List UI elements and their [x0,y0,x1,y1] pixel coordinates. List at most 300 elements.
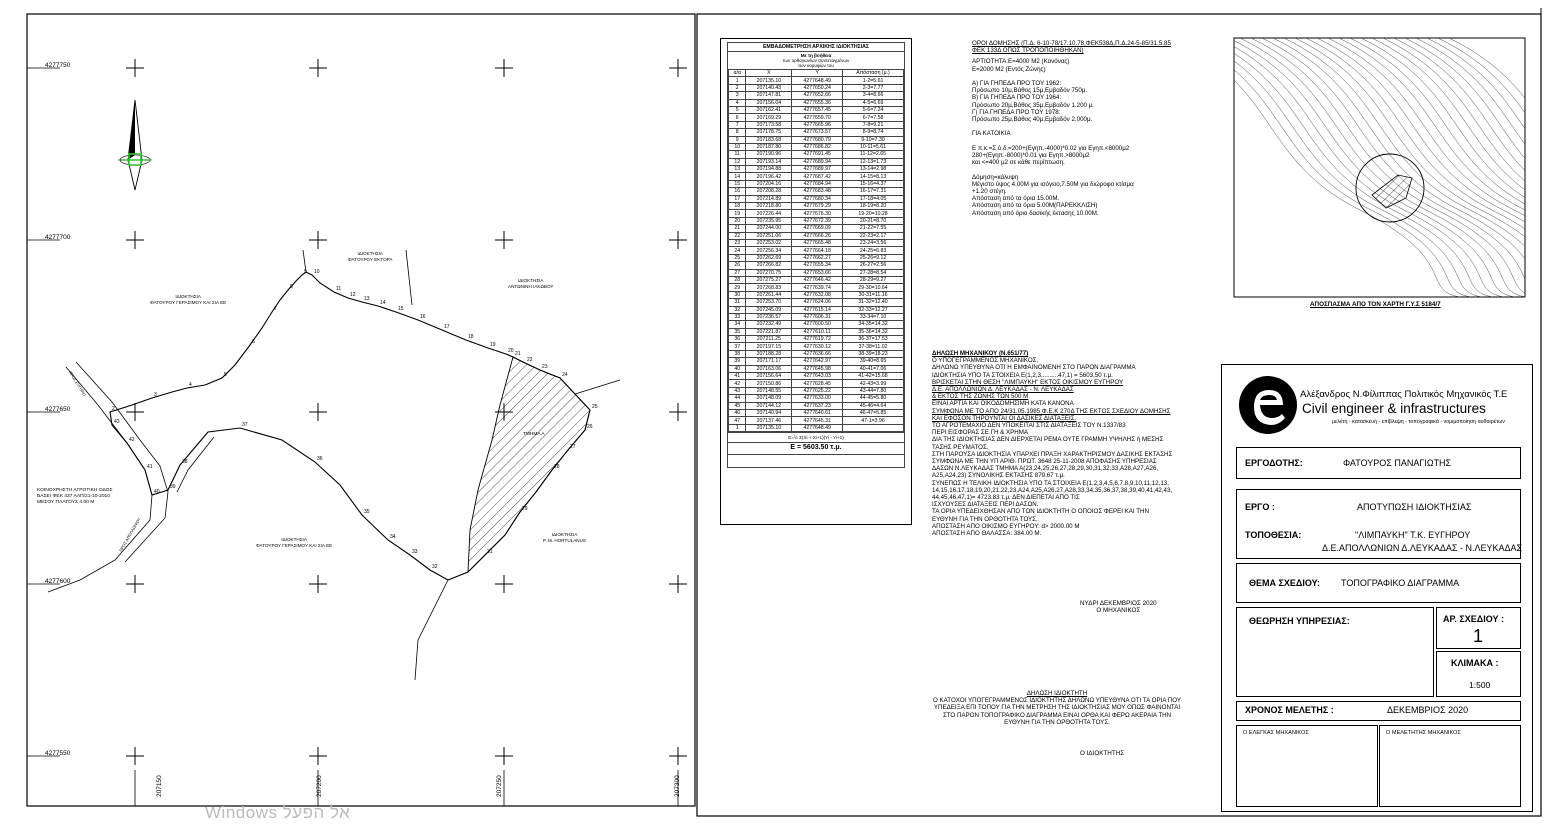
road-label: ΚΟΙΝΟΧΡΗΣΤΗ ΑΓΡΟΤΙΚΗ ΟΔΟΣ ΒΑΣΕΙ ΦΕΚ 437 ΑΑΠ/21-10-2010 ΜΕΣΟΥ ΠΛΑΤΟΥΣ 4.00 Μ [37,488,113,505]
coord-cell: 9 [729,136,746,143]
note-line: Μέγιστο ύψος 4.00Μ για ισόγειο,7.50Μ για διώροφο κτίσμα [972,180,1134,188]
note-line: ΣΤΟ ΠΑΡΟΝ ΤΟΠΟΓΡΑΦΙΚΟ ΔΙΑΓΡΑΜΜΑ ΕΙΝΑΙ ΟΡΘΑ ΚΑΙ ΦΕΡΩ ΑΚΕΡΑΙΑ ΤΗΝ [942,711,1172,719]
table-row [729,373,904,380]
coord-header-cell: Απόσταση (μ.) [843,70,904,77]
coord-cell: 5-6=7.24 [843,106,904,113]
coord-cell: 4277687.42 [792,173,843,180]
coord-cell: 35 [729,328,746,335]
area-formula: E=½ Σ(Xi + Xi+1)(Yi - Yi+1) [728,432,904,442]
grid-cross-icon [126,231,144,249]
grid-cross-icon [126,747,144,765]
coord-cell: 4 [729,99,746,106]
coord-cell: 30-31=11.16 [843,291,904,298]
scale-value: 1:500 [1469,680,1491,690]
coord-cell [843,424,904,431]
table-row [729,173,904,180]
neighbour-owner-label: ΙΔΙΟΚΤΗΣΙΑ Ρ. Μ. HORTULANUS [543,532,586,543]
grid-cross-icon [669,231,687,249]
northing-label: 4277600 [45,578,71,585]
drawing-number-label: ΑΡ. ΣΧΕΔΙΟΥ : [1443,614,1504,624]
vertex-number: 35 [364,509,370,515]
table-row [729,358,904,365]
note-line [972,138,1222,145]
table-row [729,306,904,313]
coord-cell: 4277657.45 [792,106,843,113]
coord-cell: 207148.09 [746,395,792,402]
coord-cell: 207156.04 [746,99,792,106]
table-row [729,247,904,254]
coord-cell: 4277615.14 [792,306,843,313]
coord-cell: 207208.28 [746,188,792,195]
building-terms [972,40,1222,217]
coord-cell: 43-44=7.80 [843,387,904,394]
grid-cross-icon [669,575,687,593]
vertex-number: 2 [112,406,115,412]
note-line: ΤΟ ΑΓΡΟΤΕΜΑΧΙΟ ΔΕΝ ΥΠΟΚΕΙΤΑΙ ΣΤΙΣ ΔΙΑΤΑΞΕΙΣ ΤΟΥ Ν.1337/83 [932,422,1126,430]
coord-cell: 4277664.18 [792,247,843,254]
vertex-number: 33 [412,549,418,555]
coord-cell: 3 [729,92,746,99]
drawing-number-value: 1 [1473,626,1484,646]
note-line: ΒΡΙΣΚΕΤΑΙ ΣΤΗΝ ΘΕΣΗ "ΛΙΜΠΑΥΚΗ" ΕΚΤΟΣ ΟΙΚΙΣΜΟΥ ΕΥΓΗΡΟΥ [932,378,1124,386]
coord-cell: 4277666.26 [792,232,843,239]
coord-cell: 4277640.61 [792,409,843,416]
coord-cell: 4277633.00 [792,395,843,402]
owner-signatory: Ο ΙΔΙΟΚΤΗΤΗΣ [1080,750,1125,757]
coord-cell: 4277653.66 [792,269,843,276]
coord-cell: 4277619.72 [792,336,843,343]
coord-cell: 207163.06 [746,365,792,372]
coord-cell: 207256.34 [746,247,792,254]
note-line: Β) ΓΙΑ ΓΗΠΕΔΑ ΠΡΟ ΤΟΥ 1964: [972,94,1062,102]
coord-cell: 4277648.49 [792,424,843,431]
coord-cell: 207187.80 [746,143,792,150]
table-row [729,343,904,350]
coord-cell: 26-27=2.56 [843,262,904,269]
owner-declaration-heading: ΔΗΛΩΣΗ ΙΔΙΟΚΤΗΤΗ [1026,690,1088,697]
table-row [729,203,904,210]
coord-cell: 14-15=8.13 [843,173,904,180]
coord-cell: 207266.82 [746,262,792,269]
coordinates-table [728,69,904,432]
northing-label: 4277750 [45,62,71,69]
location-value: "ΛΙΜΠΑΥΚΗ" Τ.Κ. ΕΥΓΗΡΟΥ [1355,530,1471,540]
coord-cell: 36 [729,336,746,343]
left-frame [27,14,695,806]
table-row [729,239,904,246]
coord-cell: 19 [729,210,746,217]
coord-cell: 38 [729,350,746,357]
grid-cross-icon [495,231,513,249]
north-arrow-icon [118,100,152,190]
coord-cell: 4277606.31 [792,313,843,320]
note-line: Δ.Ε. ΑΠΟΛΛΩΝΙΩΝ Δ. ΛΕΥΚΑΔΑΣ - Ν. ΛΕΥΚΑΔΑΣ [932,386,1074,394]
coord-cell: 4277645.98 [792,365,843,372]
coord-cell: 30 [729,291,746,298]
building-terms-heading: ΟΡΟΙ ΔΟΜΗΣΗΣ (Π.Δ. 6-10-78/17.10.78,ΦΕΚ538Δ,Π.Δ.24-5-85/31.5.85 [972,40,1171,47]
coord-cell: 4277655.36 [792,99,843,106]
scale-label: ΚΛΙΜΑΚΑ : [1451,658,1499,668]
coord-cell: 19-20=10.28 [843,210,904,217]
table-row [729,365,904,372]
coordinates-panel [720,38,912,525]
table-row [729,313,904,320]
table-row [729,158,904,165]
neighbour-lines [303,250,620,680]
coord-cell: 35-36=14.32 [843,328,904,335]
note-line: Απόσταση από τα όρια 5.00Μ(ΠΑΡΕΚΚΛΙΣΗ) [972,202,1098,210]
vertex-number: 27 [570,444,576,450]
table-row [729,336,904,343]
coord-cell: 207173.58 [746,121,792,128]
coord-cell: 4277645.31 [792,417,843,424]
coord-cell: 10 [729,143,746,150]
grid-cross-icon [126,575,144,593]
vertex-number: 39 [170,484,176,490]
note-line: ΙΔΙΟΚΤΗΣΙΑ ΥΠΟ ΤΑ ΣΤΟΙΧΕΙΑ Ε(1,2,3,.........47,1) = 5603.50 τ.μ. [932,371,1113,379]
coord-cell: 42-43=3.99 [843,380,904,387]
grid-cross-icon [495,747,513,765]
coord-cell: 4277691.45 [792,151,843,158]
subject-value: ΤΟΠΟΓΡΑΦΙΚΟ ΔΙΑΓΡΑΜΜΑ [1341,578,1460,588]
note-line: Ε π.κ.=Σ.ό.δ.=200+(Εγηπ.-4000)*0.02 για Εγηπ.<8000μ2 [972,144,1130,152]
note-line: ΕΥΘΥΝΗ ΓΙΑ ΤΗΝ ΟΡΘΟΤΗΤΑ ΤΟΥΣ. [932,515,1038,523]
table-row [729,225,904,232]
note-line [972,166,1222,173]
coord-cell: 4277639.74 [792,284,843,291]
coord-cell: 207244.00 [746,225,792,232]
table-row [729,424,904,431]
table-row [729,180,904,187]
note-line: +1.20 στέγη. [972,188,1007,196]
coord-cell: 4277632.08 [792,291,843,298]
coord-cell: 21 [729,225,746,232]
road-direction-label: ΠΡΟΣ ΕΥΓΗΡΟ [67,370,88,397]
coord-cell: 207137.46 [746,417,792,424]
coord-cell: 207236.57 [746,313,792,320]
coord-cell: 10-11=5.61 [843,143,904,150]
note-line: ΑΠΟΣΤΑΣΗ ΑΠΟ ΘΑΛΑΣΣΑ: 384.00 Μ. [932,530,1042,538]
table-row [729,291,904,298]
coord-cell: 15-16=4.37 [843,180,904,187]
note-line: ΓΙΑ ΚΑΤΟΙΚΙΑ [972,130,1011,138]
coord-cell: 4277680.34 [792,195,843,202]
coord-cell: 43 [729,387,746,394]
vertex-number: 22 [527,357,533,363]
coord-cell: 4277646.42 [792,276,843,283]
coord-cell: 4277684.94 [792,180,843,187]
coord-cell: 207262.69 [746,254,792,261]
vertex-number: 3 [154,392,157,398]
note-line: ΔΗΛΩΝΩ ΥΠΕΥΘΥΝΑ ΟΤΙ Η ΕΜΦΑΙΝΟΜΕΝΗ ΣΤΟ ΠΑΡΟΝ ΔΙΑΓΡΑΜΜΑ [932,364,1136,372]
coord-cell: 12-13=1.73 [843,158,904,165]
grid-ticks [27,68,678,806]
table-row [729,350,904,357]
table-row [729,143,904,150]
table-row [729,269,904,276]
coord-cell: 45 [729,402,746,409]
coord-cell: 45-46=4.64 [843,402,904,409]
grid-cross-icon [309,575,327,593]
coord-cell: 4277655.34 [792,262,843,269]
coord-cell: 1-2=5.61 [843,77,904,84]
coord-cell: 207226.44 [746,210,792,217]
coord-cell: 46-47=5.85 [843,409,904,416]
table-row [729,276,904,283]
drawing-number-box [1436,607,1521,649]
coord-cell: 4277679.29 [792,203,843,210]
coord-cell: 46 [729,409,746,416]
coord-cell: 31-32=12.40 [843,299,904,306]
agricultural-road [48,362,214,592]
grid-cross-icon [669,59,687,77]
note-line: Απόσταση από όριο δασικής έκτασης 10.00Μ. [972,209,1099,217]
table-row [729,84,904,91]
note-line: 14,15,16,17,18,19,20,21,22,23,A24,A25,A26,27,A28,33,34,35,36,37,38,39,40,41,42,43, [932,486,1173,494]
coord-cell: 21-22=7.55 [843,225,904,232]
table-row [729,136,904,143]
checker-signature-box [1236,725,1378,807]
coord-cell: 32-33=12.27 [843,306,904,313]
coord-cell: 207197.15 [746,343,792,350]
coord-cell: 13-14=2.98 [843,166,904,173]
study-time-value: ΔΕΚΕΜΒΡΙΟΣ 2020 [1387,705,1469,715]
company-logo-icon [1238,375,1298,435]
grid-cross-icon [495,59,513,77]
neighbour-owner-label: ΙΔΙΟΚΤΗΣΙΑ ΑΝΤΩΝΙΝΗ ΙΑΚΩΒΟΥ [508,278,554,289]
checker-label: Ο ΕΛΕΓΚΑΣ ΜΗΧΑΝΙΚΟΣ [1243,730,1309,736]
coord-cell: 28 [729,276,746,283]
note-line: Ο ΚΑΤΟΧΟΙ ΥΠΟΓΕΓΡΑΜΜΕΝΟΣ ΙΔΙΟΚΤΗΤΗΣ ΔΗΛΩΝΩ ΥΠΕΥΘΥΝΑ ΟΤΙ ΤΑ ΟΡΙΑ ΠΟΥ [932,697,1182,705]
table-row [729,321,904,328]
coord-cell: 207204.16 [746,180,792,187]
coord-cell: 41-42=15.68 [843,373,904,380]
vertex-number: 4 [189,382,192,388]
note-line: ΣΤΗ ΠΑΡΟΥΣΑ ΙΔΙΟΚΤΗΣΙΑ ΥΠΑΡΧΕΙ ΠΡΑΞΗ ΧΑΡΑΚΤΗΡΙΣΜΟΥ ΔΑΣΙΚΗΣ ΕΚΤΑΣΗΣ [932,450,1173,458]
vertex-number: 20 [508,348,514,354]
coord-cell: 207188.28 [746,350,792,357]
coord-cell: 44-45=5.80 [843,395,904,402]
coord-cell: 4277643.03 [792,373,843,380]
note-line: ΕΙΝΑΙ ΑΡΤΙΑ ΚΑΙ ΟΙΚΟΔΟΜΗΣΙΜΗ ΚΑΤΑ ΚΑΝΟΝΑ [932,400,1074,408]
table-row [729,210,904,217]
note-line: Α) ΓΙΑ ΓΗΠΕΔΑ ΠΡΟ ΤΟΥ 1962: [972,80,1062,88]
coord-cell: 4277686.82 [792,143,843,150]
table-row [729,106,904,113]
vertex-number: 21 [515,351,521,357]
coord-cell: 207235.95 [746,217,792,224]
vertex-number: 16 [420,314,426,320]
company-services: μελέτη - κατασκευή - επίβλεψη - τοπογραφικά - νομιμοποίηση αυθαιρέτων [1332,419,1505,425]
coord-cell: 207190.96 [746,151,792,158]
northing-label: 4277550 [45,750,71,757]
vertex-number: 29 [522,506,528,512]
coord-cell: 207135.10 [746,424,792,431]
note-line: 44,45,46,47,1)= 4723.83 τ.μ. ΔΕΝ ΔΙΕΠΕΤΑΙ ΑΠΟ ΤΙΣ [932,494,1080,502]
note-line: 280+(Εγηπ.-8000)*0.01 για Εγηπ.>8000μ2 [972,152,1090,160]
coord-cell: 24 [729,247,746,254]
table-row [729,402,904,409]
coord-cell: 4277669.09 [792,225,843,232]
table-row [729,395,904,402]
coord-cell: 207144.12 [746,402,792,409]
coord-cell: 15 [729,180,746,187]
note-line: ΣΥΝΕΠΩΣ Η ΤΕΛΙΚΗ ΙΔΙΟΚΤΗΣΙΑ ΥΠΟ ΤΑ ΣΤΟΙΧΕΙΑ Ε(1,2,3,4,5,6,7,8,9,10,11,12,13, [932,479,1169,487]
coord-cell: 6-7=7.58 [843,114,904,121]
coord-cell: 207275.27 [746,276,792,283]
note-line: Απόσταση από τα όρια 15.00Μ. [972,195,1060,203]
coord-cell: 7-8=9.21 [843,121,904,128]
coord-cell: 28-29=9.27 [843,276,904,283]
engineer-declaration [932,350,1202,537]
building-terms-heading: ΦΕΚ 133Δ ΟΠΩΣ ΤΡΟΠΟΠΟΙΗΘΗΚΑΝ) [972,47,1084,55]
coord-cell: 8-9=8.74 [843,129,904,136]
coord-cell: 207253.70 [746,299,792,306]
vertex-number: 32 [432,564,438,570]
note-line: Πρόσωπο 25μ,Βάθος 40μ,Εμβαδόν 2.000μ. [972,116,1093,124]
vertex-number: 40 [154,489,160,495]
project-row [1236,489,1521,559]
coord-cell: 47 [729,417,746,424]
coord-cell: 4277600.50 [792,321,843,328]
engineer-declaration-heading: ΔΗΛΩΣΗ ΜΗΧΑΝΙΚΟΥ (Ν.651/77) [932,350,1029,357]
grid-cross-icon [126,59,144,77]
coord-cell: 4277624.06 [792,299,843,306]
coord-cell: 4277680.79 [792,136,843,143]
project-label: ΕΡΓΟ : [1245,502,1275,512]
coord-cell: 40-41=7.06 [843,365,904,372]
note-line: ΣΥΜΦΩΝΑ ΜΕ ΤΗΝ ΥΠ ΑΡΙΘ. ΠΡΩΤ. 3648 25-11-2008 ΑΠΟΦΑΣΗΣ ΥΠΗΡΕΣΙΑΣ [932,458,1157,466]
vertex-number: 10 [314,269,320,275]
coord-cell: 29 [729,284,746,291]
neighbour-owner-label: ΙΔΙΟΚΤΗΣΙΑ ΦΑΤΟΥΡΟΥ ΕΚΤΟΡΑ [348,251,393,262]
coord-cell: 11 [729,151,746,158]
scale-box [1436,651,1521,697]
vertex-number: 26 [587,424,593,430]
coord-cell: 4277676.30 [792,210,843,217]
coord-cell: 4277636.66 [792,350,843,357]
vertex-number: 23 [542,364,548,370]
coord-cell: 5 [729,106,746,113]
coord-cell: 22 [729,232,746,239]
vertex-number: 5 [224,372,227,378]
coord-cell: 42 [729,380,746,387]
note-line: ΔΑΣΩΝ Ν.ΛΕΥΚΑΔΑΣ ΤΜΗΜΑ Α(23,24,25,26,27,28,29,30,31,32,33,A28,A27,A26, [932,465,1159,473]
coord-cell: 207261.44 [746,291,792,298]
table-row [729,417,904,424]
coord-cell: 1 [729,77,746,84]
coord-cell: 207218.80 [746,203,792,210]
coord-cell: 4277689.97 [792,166,843,173]
coord-cell: 17-18=4.05 [843,195,904,202]
note-line: Ο ΥΠΟΓΕΓΡΑΜΜΕΝΟΣ ΜΗΧΑΝΙΚΟΣ, [932,357,1039,365]
coord-cell: 4277630.12 [792,343,843,350]
note-line: ΥΠΕΔΕΙΞΑ ΕΠΙ ΤΟΠΟΥ ΓΙΑ ΤΗΝ ΜΕΤΡΗΣΗ ΤΗΣ ΙΔΙΟΚΤΗΣΙΑΣ ΜΟΥ ΟΠΩΣ ΦΑΙΝΟΝΤΑΙ [933,704,1181,712]
northing-label: 4277650 [45,406,71,413]
coord-cell: 33-34=7.10 [843,313,904,320]
vertex-number: 37 [242,422,248,428]
coord-cell: 37-38=11.02 [843,343,904,350]
vertex-number: 12 [350,292,356,298]
coord-cell: 18-19=8.20 [843,203,904,210]
coord-cell: 36-37=17.53 [843,336,904,343]
grid-crosses [126,59,687,765]
review-label: ΘΕΩΡΗΣΗ ΥΠΗΡΕΣΙΑΣ: [1249,616,1350,626]
owner-declaration [922,690,1192,726]
coord-cell: 34-35=14.32 [843,321,904,328]
company-tagline: Civil engineer & infrastructures [1302,401,1486,416]
table-row [729,328,904,335]
location-value-2: Δ.Ε.ΑΠΟΛΛΩΝΙΩΝ Δ.ΛΕΥΚΑΔΑΣ - Ν.ΛΕΥΚΑΔΑΣ [1322,543,1523,553]
coord-cell: 14 [729,173,746,180]
coord-cell: 207171.17 [746,358,792,365]
vertex-number: 24 [562,372,568,378]
coord-cell: 13 [729,166,746,173]
easting-label: 207250 [496,775,503,797]
coord-cell: 4277625.22 [792,387,843,394]
coord-cell: 16-17=7.31 [843,188,904,195]
table-row [729,195,904,202]
coord-cell: 18 [729,203,746,210]
coord-cell: 22-23=2.17 [843,232,904,239]
grid-cross-icon [669,747,687,765]
coord-cell: 207221.87 [746,328,792,335]
vertex-number: 9 [304,269,307,275]
easting-label: 207150 [156,775,163,797]
subject-label: ΘΕΜΑ ΣΧΕΔΙΟΥ: [1249,578,1320,588]
client-value: ΦΑΤΟΥΡΟΣ ΠΑΝΑΓΙΩΤΗΣ [1343,458,1452,468]
table-row [729,284,904,291]
coord-cell: 207253.02 [746,239,792,246]
note-line [972,123,1222,130]
coord-cell: 33 [729,313,746,320]
coord-cell: 4277652.66 [792,92,843,99]
table-row [729,387,904,394]
table-row [729,299,904,306]
table-row [729,166,904,173]
inset-map-caption: ΑΠΟΣΠΑΣΜΑ ΑΠΟ ΤΟΝ ΧΑΡΤΗ Γ.Υ.Σ 5184/7 [1310,301,1441,308]
area-result: E = 5603.50 τ.μ. [728,442,904,454]
vertex-number: 6 [252,339,255,345]
note-line: ΙΣΧΥΟΥΣΕΣ ΔΙΑΤΑΞΕΙΣ ΠΕΡΙ ΔΑΣΩΝ. [932,501,1039,509]
vertex-number: 7 [274,306,277,312]
vertex-number: 19 [490,342,496,348]
table-row [729,77,904,84]
vertex-number: 25 [592,404,598,410]
coord-cell: 207148.55 [746,387,792,394]
coord-cell: 207162.41 [746,106,792,113]
vertex-number: 42 [129,437,135,443]
coord-cell: 207268.83 [746,284,792,291]
note-line: Πρόσωπο 10μ,Βάθος 15μ,Εμβαδόν 750μ. [972,87,1088,95]
coord-header-cell: α/α [729,70,746,77]
note-line: ΔΙΑ ΤΗΣ ΙΔΙΟΚΤΗΣΙΑΣ ΔΕΝ ΔΙΕΡΧΕΤΑΙ ΡΕΜΑ ΟΥΤΕ ΓΡΑΜΜΗ ΥΨΗΛΗΣ ή ΜΕΣΗΣ [932,436,1164,444]
vertex-number: 13 [364,296,370,302]
neighbour-owner-label: ΙΔΙΟΚΤΗΣΙΑ ΦΑΤΟΥΡΟΥ ΓΕΡΑΣΙΜΟΥ ΚΑΙ ΣΙΑ ΕΕ [256,537,333,548]
table-row [729,121,904,128]
coord-cell: 4277650.24 [792,84,843,91]
grid-cross-icon [309,747,327,765]
company-header [1226,369,1526,433]
easting-label: 207200 [316,775,323,797]
coord-cell: 27 [729,269,746,276]
client-row [1236,447,1521,479]
coord-cell: 27-28=8.54 [843,269,904,276]
coord-cell: 207211.25 [746,336,792,343]
note-line: A25,A24,23) ΣΥΝΟΛΙΚΗΣ ΕΚΤΑΣΗΣ 879.67 τ.μ. [932,472,1065,480]
note-line: ΤΑ ΟΡΙΑ ΥΠΕΔΕΙΧΘΗΣΑΝ ΑΠΟ ΤΟΝ ΙΔΙΟΚΤΗΤΗ Ο ΟΠΟΙΟΣ ΦΕΡΕΙ ΚΑΙ ΤΗΝ [932,508,1149,516]
coord-cell: 26 [729,262,746,269]
